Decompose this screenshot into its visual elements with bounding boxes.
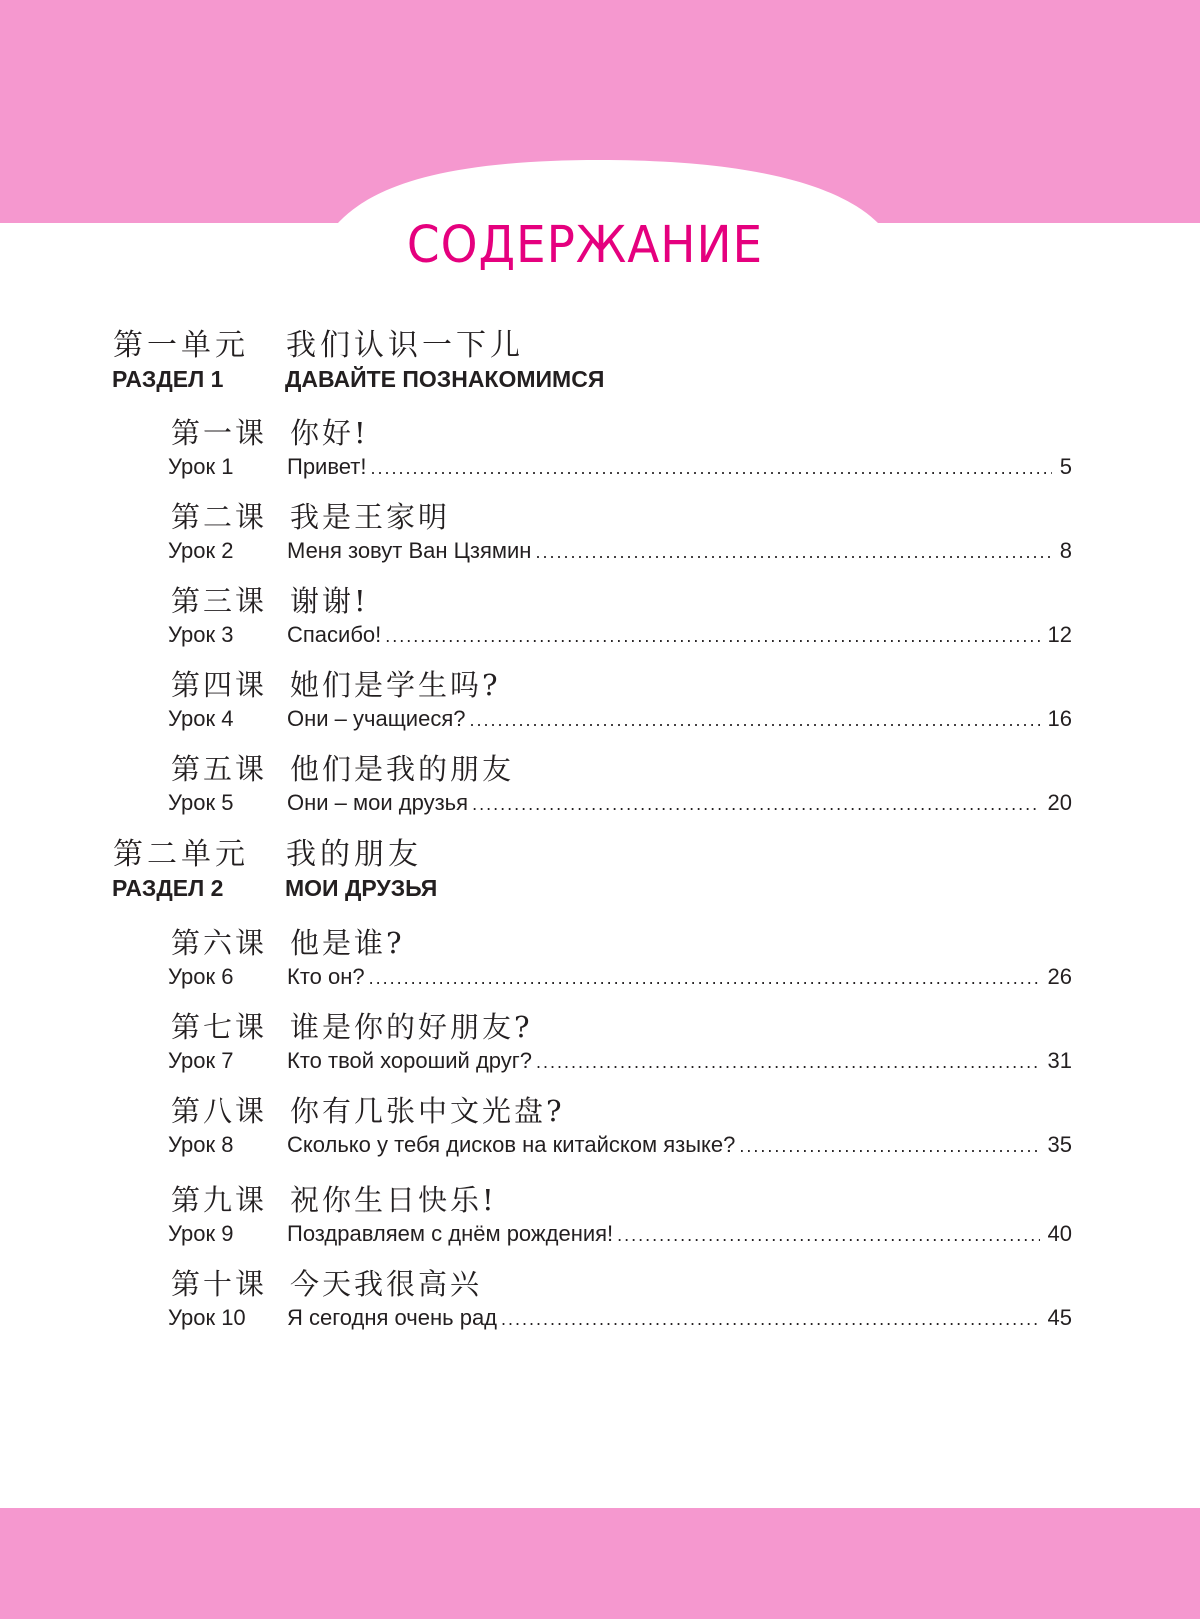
dot-leader [536,1047,1039,1077]
page-number: 45 [1047,1305,1072,1330]
page-number: 8 [1059,538,1072,563]
lesson-ru-row [287,788,1072,818]
lesson-ru-title: Кто твой хороший друг? [287,1048,533,1073]
lesson-cn-title: 谁是你的好朋友? [290,1010,533,1044]
lesson-ru-number: Урок 10 [168,1305,246,1330]
toc-entry-lesson-9[interactable] [0,1181,1200,1261]
lesson-ru-title: Сколько у тебя дисков на китайском языке? [287,1132,736,1157]
unit-cn-title: 我们认识一下儿 [286,328,524,363]
lesson-ru-title: Меня зовут Ван Цзямин [287,538,532,563]
lesson-cn-number: 第三课 [171,584,268,618]
lesson-cn-title: 今天我很高兴 [290,1267,483,1301]
lesson-ru-number: Урок 8 [168,1132,234,1157]
lesson-ru-row [287,704,1072,734]
lesson-cn-number: 第八课 [171,1094,268,1128]
lesson-cn-number: 第七课 [171,1010,268,1044]
toc-entry-lesson-2[interactable] [0,498,1200,578]
bottom-decorative-band [0,1508,1200,1619]
lesson-cn-number: 第九课 [171,1183,268,1217]
top-decorative-band [0,0,1200,225]
lesson-cn-number: 第二课 [171,500,268,534]
lesson-ru-number: Урок 1 [168,454,234,479]
dot-leader [501,1304,1039,1334]
toc-entry-lesson-6[interactable] [0,924,1200,1004]
toc-entry-lesson-1[interactable] [0,414,1200,494]
page-number: 5 [1059,454,1072,479]
unit-ru-number: РАЗДЕЛ 2 [112,875,224,901]
top-band-fill [0,0,1200,223]
unit-ru-number: РАЗДЕЛ 1 [112,366,224,392]
page-title: СОДЕРЖАНИЕ [406,216,764,275]
page-number: 20 [1047,790,1072,815]
lesson-ru-number: Урок 9 [168,1221,234,1246]
toc-entry-lesson-4[interactable] [0,666,1200,746]
lesson-ru-title: Они – учащиеся? [287,706,466,731]
lesson-ru-row [287,1303,1072,1333]
lesson-cn-number: 第四课 [171,668,268,702]
toc-entry-lesson-3[interactable] [0,582,1200,662]
lesson-ru-row [287,1130,1072,1160]
lesson-cn-title: 他们是我的朋友 [290,752,515,786]
lesson-ru-row [287,536,1072,566]
dot-leader [739,1131,1039,1161]
unit-cn-number: 第一单元 [113,328,249,363]
lesson-ru-title: Поздравляем с днём рождения! [287,1221,614,1246]
lesson-ru-number: Урок 6 [168,964,234,989]
page-number: 16 [1047,706,1072,731]
lesson-cn-title: 他是谁? [290,926,405,960]
toc-entry-lesson-8[interactable] [0,1092,1200,1172]
dot-leader [617,1220,1039,1250]
dot-leader [370,453,1051,483]
lesson-cn-number: 第五课 [171,752,268,786]
lesson-ru-row [287,962,1072,992]
lesson-ru-row [287,452,1072,482]
lesson-ru-title: Кто он? [287,964,365,989]
lesson-cn-title: 她们是学生吗? [290,668,501,702]
lesson-cn-number: 第一课 [171,416,268,450]
lesson-ru-number: Урок 7 [168,1048,234,1073]
unit-ru-title: МОИ ДРУЗЬЯ [285,875,438,901]
toc-entry-lesson-7[interactable] [0,1008,1200,1088]
lesson-cn-number: 第十课 [171,1267,268,1301]
unit-cn-title: 我的朋友 [286,837,422,872]
page-number: 40 [1047,1221,1072,1246]
lesson-ru-row [287,1219,1072,1249]
page-number: 31 [1047,1048,1072,1073]
lesson-cn-title: 你有几张中文光盘? [290,1094,565,1128]
lesson-cn-title: 祝你生日快乐! [290,1183,497,1217]
top-band-shape [0,0,1200,225]
page-number: 12 [1047,622,1072,647]
toc-entry-lesson-5[interactable] [0,750,1200,830]
lesson-ru-title: Я сегодня очень рад [287,1305,498,1330]
dot-leader [472,789,1039,819]
lesson-ru-number: Урок 5 [168,790,234,815]
page-number: 26 [1047,964,1072,989]
lesson-ru-row [287,1046,1072,1076]
dot-leader [469,705,1039,735]
lesson-ru-title: Спасибо! [287,622,382,647]
dot-leader [385,621,1039,651]
page-number: 35 [1047,1132,1072,1157]
dot-leader [535,537,1051,567]
unit-cn-number: 第二单元 [113,837,249,872]
lesson-cn-title: 谢谢! [290,584,369,618]
lesson-cn-title: 你好! [290,416,369,450]
lesson-cn-title: 我是王家明 [290,500,451,534]
lesson-ru-row [287,620,1072,650]
lesson-cn-number: 第六课 [171,926,268,960]
lesson-ru-title: Привет! [287,454,367,479]
lesson-ru-number: Урок 3 [168,622,234,647]
dot-leader [369,963,1040,993]
toc-entry-lesson-10[interactable] [0,1265,1200,1345]
lesson-ru-number: Урок 4 [168,706,234,731]
lesson-ru-title: Они – мои друзья [287,790,469,815]
lesson-ru-number: Урок 2 [168,538,234,563]
unit-ru-title: ДАВАЙТЕ ПОЗНАКОМИМСЯ [285,366,605,392]
